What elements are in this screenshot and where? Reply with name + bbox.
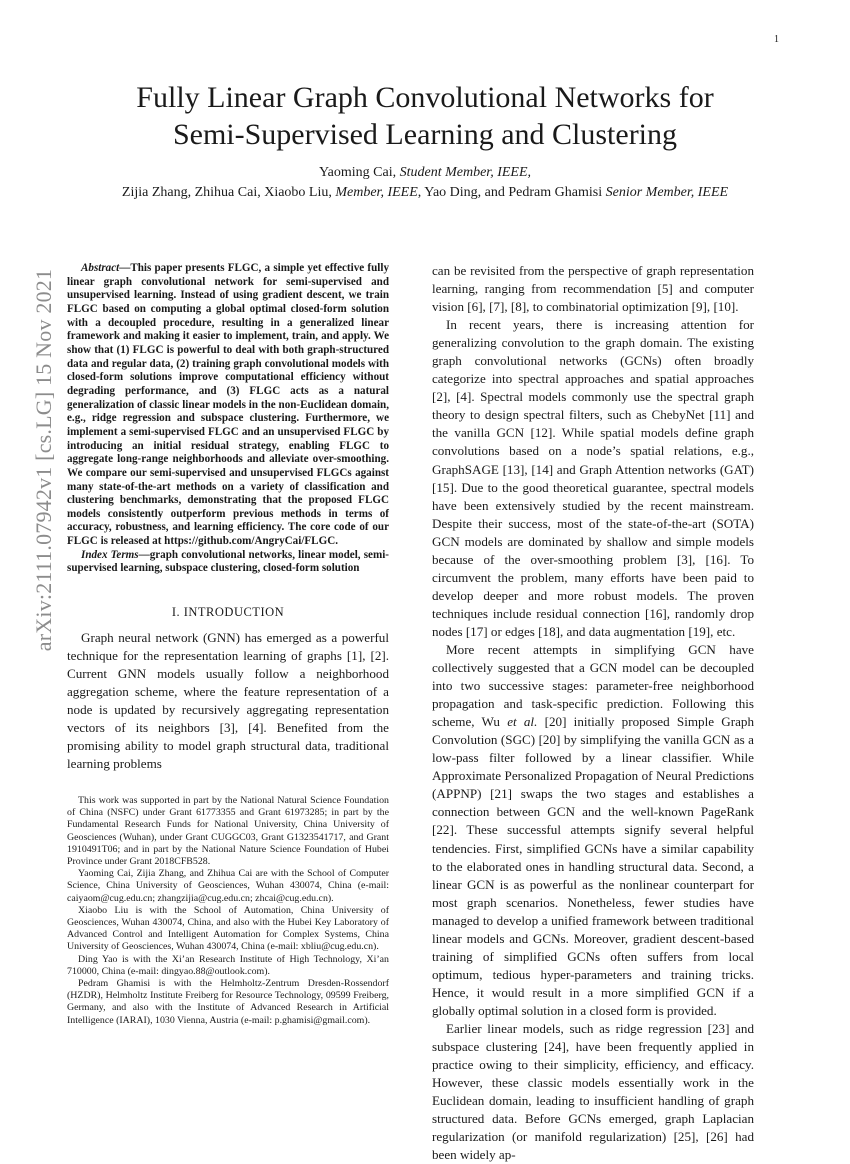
intro-paragraph: Graph neural network (GNN) has emerged as a powerful technique for the representation learning of graphs [1], [2]. Current GNN models usually follow a neighborhood aggregation scheme, where the feature representation of a node is updated by recursively aggregating representation vectors of its neighbors [3], [4]. Benefited from the promising ability to model graph structural data, traditional learning problems [67,630,389,772]
index-terms-label: Index Terms [81,548,139,561]
left-column [67,262,389,774]
footnote-affiliation: Pedram Ghamisi is with the Helmholtz-Zentrum Dresden-Rossendorf (HZDR), Helmholtz Institute Freiberg for Resource Technology, 09599 Freiberg, Germany, and also with the Institute of Advanced Research in Artificial Intelligence (IARAI), 1030 Vienna, Austria (e-mail: p.ghamisi@gmail.com). [67,978,389,1026]
author-name: Yaoming Cai, [318,165,400,180]
author-names: Zijia Zhang, Zhihua Cai, Xiaobo Liu, [121,185,336,200]
footnotes [67,795,389,1027]
index-terms [67,549,389,576]
abstract-text: —This paper presents FLGC, a simple yet effective fully linear graph convolutional network for semi-supervised and unsupervised learning. Instead of using gradient descent, we train FLGC based on computing a global optimal closed-form solution with a decoupled procedure, resulting in a generalized linear framework and making it easier to implement, train, and apply. We show that (1) FLGC is powerful to deal with both graph-structured data and regular data, (2) training graph convolutional models with closed-form solutions improve computational efficiency without degrading performance, and (3) FLGC acts as a natural generalization of classic linear models in the non-Euclidean domain, e.g., ridge regression and subspace clustering. Furthermore, we implement a semi-supervised FLGC and an unsupervised FLGC by introducing an initial residual strategy, enabling FLGC to aggregate long-range neighborhoods and alleviate over-smoothing. We compare our semi-supervised and unsupervised FLGCs against many state-of-the-art methods on a variety of classification and clustering benchmarks, demonstrating that the proposed FLGC models consistently outperform previous methods in terms of accuracy, robustness, and learning efficiency. The core code of our FLGC is released at https://github.com/AngryCai/FLGC. [67,262,389,548]
author-line-2 [0,183,850,203]
footnote-affiliation: Xiaobo Liu is with the School of Automation, China University of Geosciences, Wuhan 430074, China, and also with the Hubei Key Laboratory of Advanced Control and Intelligent Automation for Complex Systems, China University of Geosciences, Wuhan 430074, China (e-mail: xbliu@cug.edu.cn). [67,904,389,953]
author-list [0,163,850,203]
author-line-1 [0,163,850,183]
author-membership: Senior Member, IEEE [605,185,729,200]
author-membership: Student Member, IEEE, [399,165,532,180]
paragraph-text: More recent attempts in simplifying GCN have collectively suggested that a GCN model can be decoupled into two successive stages: parameter-free neighborhood propagation and task-specific prediction. Following this scheme, Wu [432,641,754,730]
footnote-funding: This work was supported in part by the National Natural Science Foundation of China (NSFC) under Grant 61773355 and Grant 61973285; in part by the Fundamental Research Funds for National University, China University of Geosciences (Wuhan), under Grant CUGGC03, Grant G1323541717, and Grant 1910491T06; and in part by the National Nature Science Foundation of Hubei Province under Grant 2018CFB528. [67,795,389,868]
paper-title [0,79,850,153]
abstract-label: Abstract [81,262,120,274]
body-paragraph: can be revisited from the perspective of graph representation learning, ranging from recommendation [5] and computer vision [6], [7], [8], to combinatorial optimization [9], [10]. [432,263,754,315]
section-heading-introduction: I. INTRODUCTION [171,605,285,620]
right-column [432,262,754,1164]
title-line-1: Fully Linear Graph Convolutional Networks for [136,81,714,114]
body-paragraph: In recent years, there is increasing attention for generalizing convolution to the graph domain. The existing graph convolutional networks (GCNs) often broadly categorize into spectral approaches and spatial approaches [2], [4]. Spectral models commonly use the spectral graph theory to design spectral filters, such as ChebyNet [11] and the vanilla GCN [12]. While spatial models define graph convolutions based on a node’s spatial relations, e.g., GraphSAGE [13], [14] and Graph Attention networks (GAT) [15]. Due to the good theoretical guarantee, spectral models have been extensively studied by the recent mainstream. Despite their success, most of the state-of-the-art (SOTA) GCN models are dominated by shallow and simple models because of the over-smoothing problem [3], [16]. To circumvent the problem, many efforts have been paid to develop deeper and more robust models. The proven techniques include residual connection [16], randomly drop nodes [17] or edges [18], and data augmentation [19], etc. [432,317,754,639]
index-terms-text: —graph convolutional networks, linear model, semi-supervised learning, subspace clustering, closed-form solution [67,548,389,575]
abstract [67,262,389,549]
title-line-2: Semi-Supervised Learning and Clustering [172,118,678,151]
paragraph-text: [20] initially proposed Simple Graph Convolution (SGC) [20] by simplifying the vanilla GCN as a low-pass filter followed by a linear classifier. While Approximate Personalized Propagation of Neural Predictions (APPNP) [21] swaps the two stages and establishes a connection between GCN and the well-known PageRank [22]. These successful attempts signify several helpful tendencies. First, simplified GCNs have a similar capability to the elaborated ones in handling structural data. Second, a linear GCN is as powerful as the nonlinear counterpart for most graph scenarios. Nonetheless, fewer studies have managed to develop a unified framework between traditional linear models and GCNs. Moreover, gradient descent-based training of simplified GCNs often suffers from local optimum, tedious hyper-parameters and training tricks. Hence, it would result in a more simplified GCN if a globally optimal solution in a closed form is provided. [432,714,754,1018]
author-membership: Member, IEEE [335,185,418,200]
arxiv-identifier-stamp: arXiv:2111.07942v1 [cs.LG] 15 Nov 2021 [31,268,56,652]
page-number: 1 [774,34,779,45]
footnote-affiliation: Yaoming Cai, Zijia Zhang, and Zhihua Cai are with the School of Computer Science, China University of Geosciences, Wuhan 430074, China (e-mail: caiyaom@cug.edu.cn; zhangzijia@cug.edu.cn; zhcai@cug.edu.cn). [67,868,389,904]
body-paragraph: Earlier linear models, such as ridge regression [23] and subspace clustering [24], have been frequently applied in practice owing to their simplicity, efficiency, and efficacy. However, these classic models essentially work in the Euclidean domain, leading to insufficient handling of graph structured data. Before GCNs emerged, graph Laplacian regularization (or manifold regularization) [25], [26] had been widely ap- [432,1020,754,1163]
footnote-affiliation: Ding Yao is with the Xi’an Research Institute of High Technology, Xi’an 710000, China (e-mail: dingyao.88@outlook.com). [67,953,389,977]
body-paragraph [432,641,754,1020]
author-names: , Yao Ding, and Pedram Ghamisi [417,185,606,200]
et-al: et al. [507,714,538,730]
